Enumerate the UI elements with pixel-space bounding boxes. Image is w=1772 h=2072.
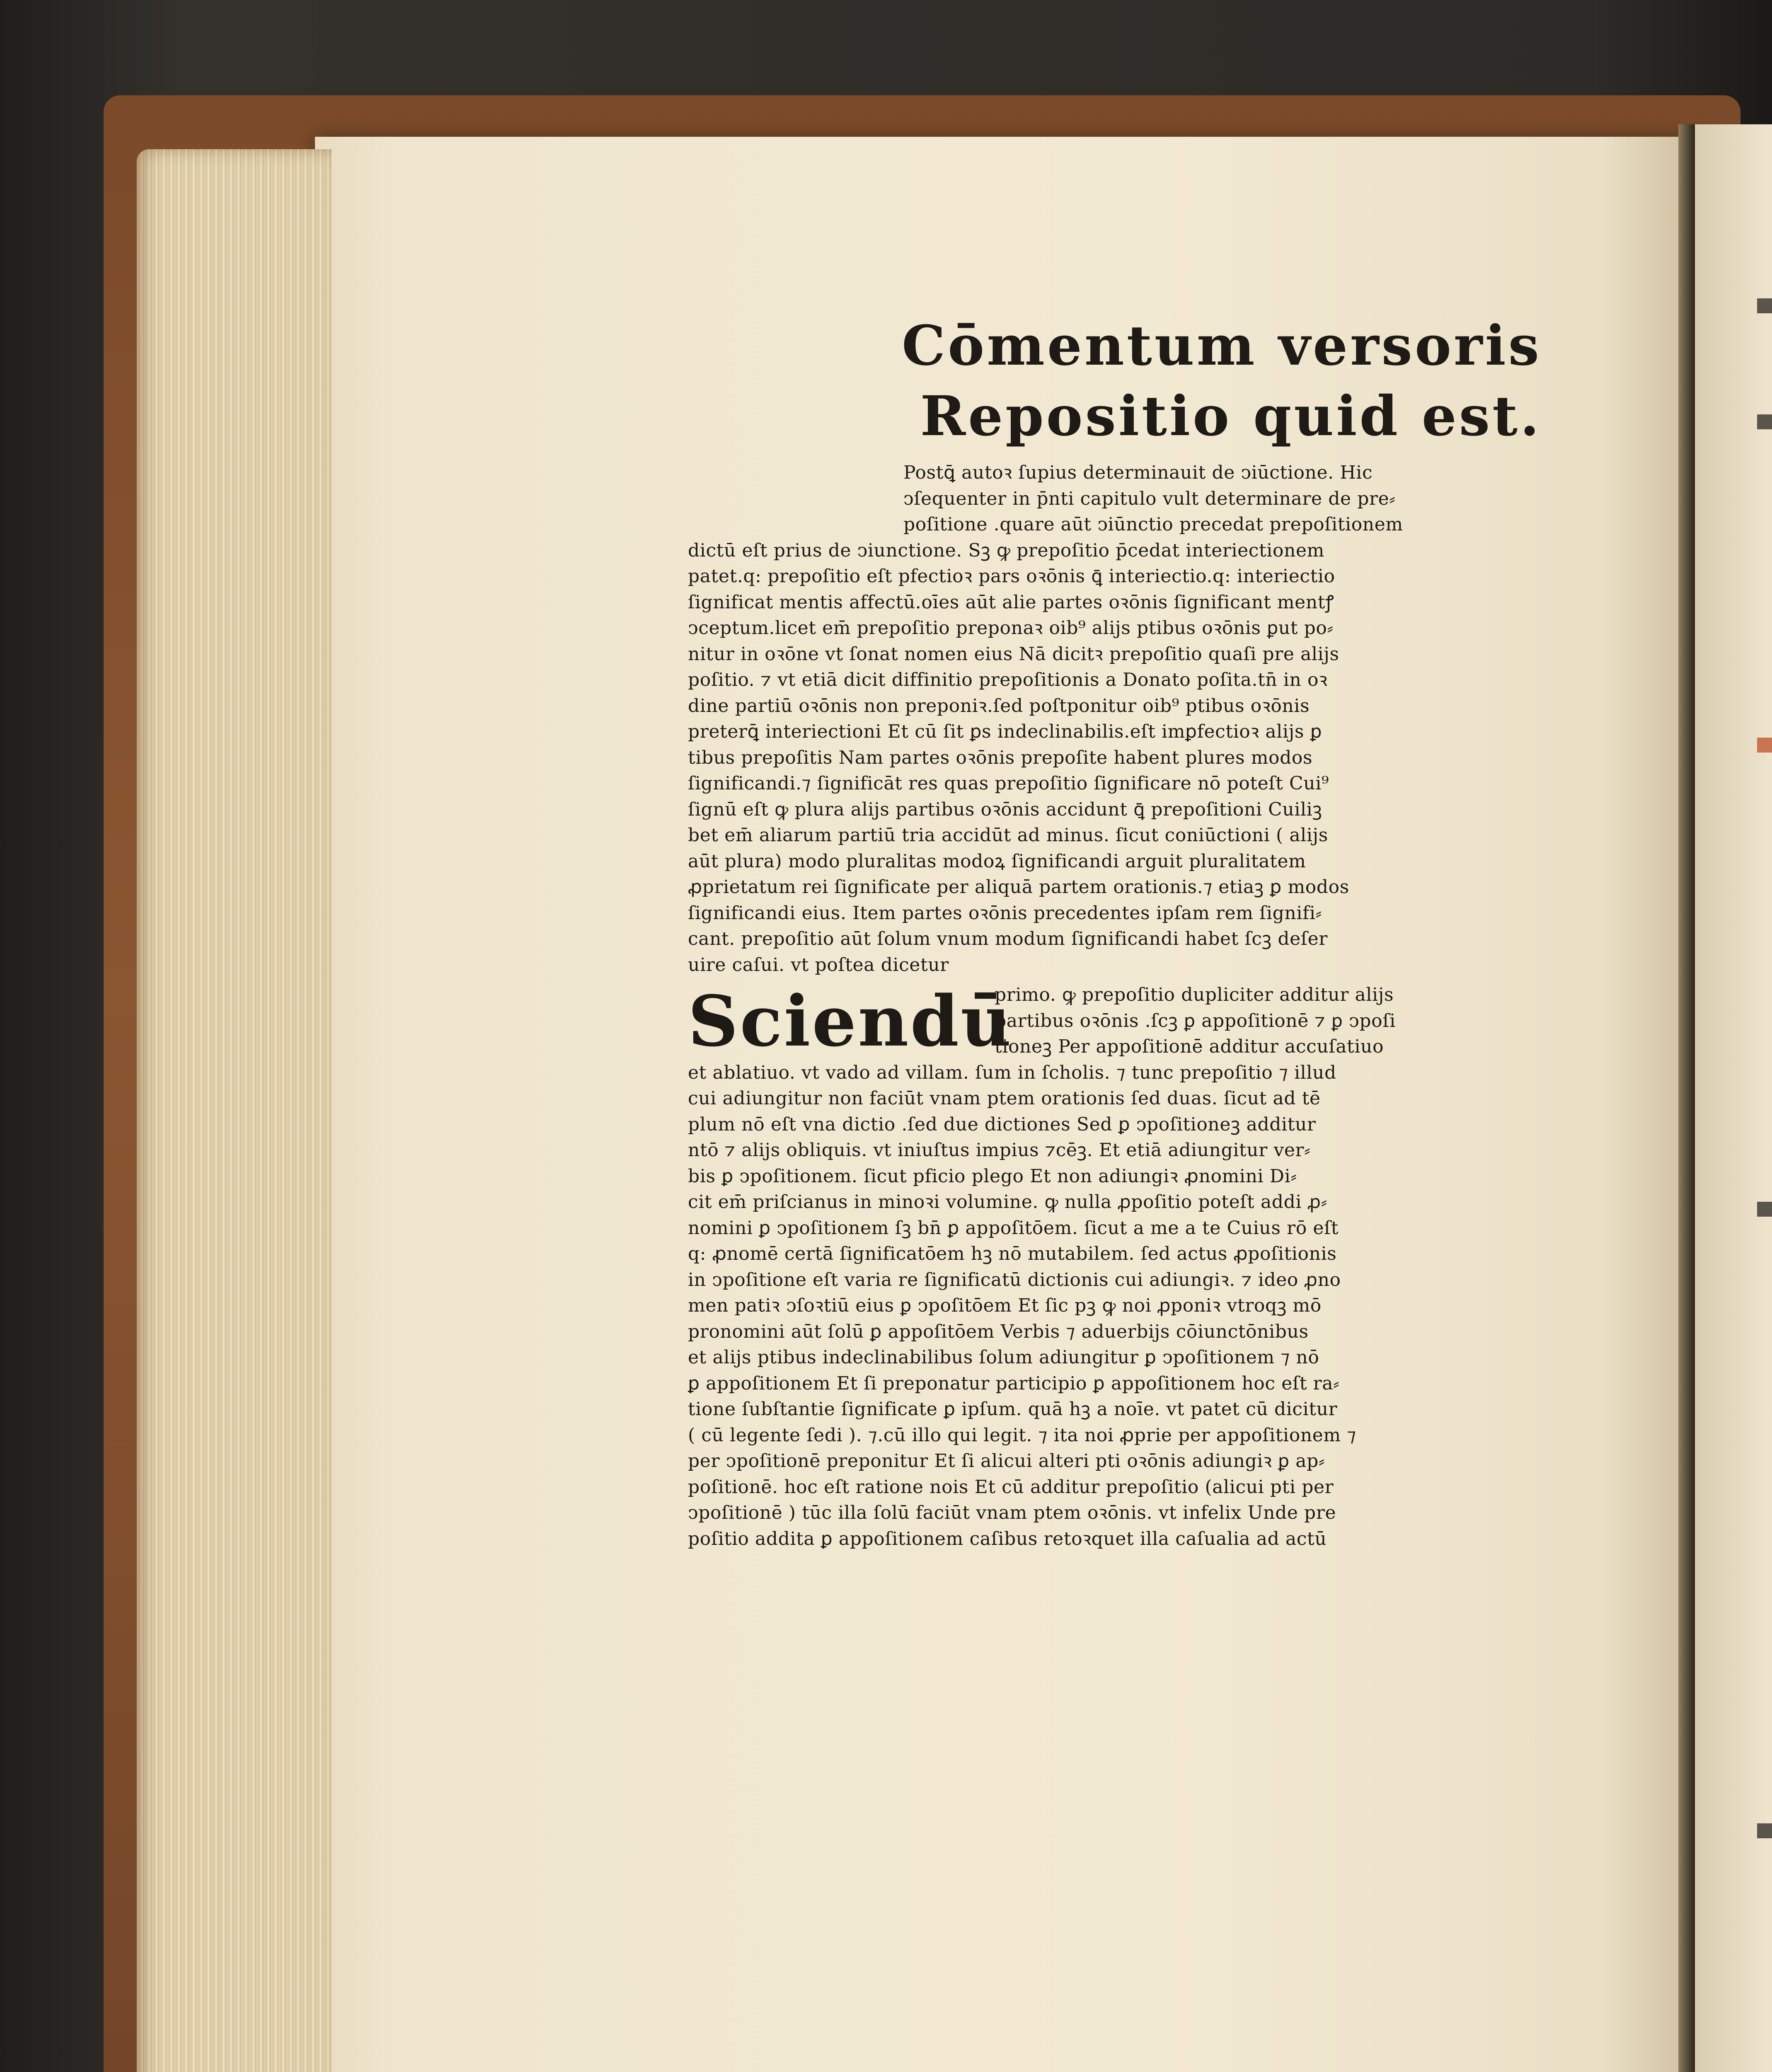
- right-page-text-fragment: [1757, 414, 1772, 429]
- paragraph-2: [688, 1060, 1542, 1552]
- text-line: aūt plura) modo pluralitas modoꝝ ſignificandi arguit pluralitatem: [688, 850, 1306, 872]
- text-line: ſignificandi eius. Item partes oꝛōnis precedentes ipſam rem ſignifi⸗: [688, 902, 1322, 924]
- page-text-block: [688, 311, 1542, 1552]
- text-line: dine partiū oꝛōnis non preponiꝛ.ſed poſtponitur oib⁹ ptibus oꝛōnis: [688, 695, 1310, 716]
- text-line: cant. prepoſitio aūt ſolum vnum modum ſignificandi habet ſcꝫ deſer: [688, 928, 1328, 949]
- text-line: bis ꝑ ↄpoſitionem. ſicut pficio plego Et non adiungiꝛ ꝓnomini Di⸗: [688, 1165, 1297, 1187]
- text-line: ↄpoſitionē ) tūc illa ſolū faciūt vnam ptem oꝛōnis. vt infelix Unde pre: [688, 1502, 1336, 1523]
- text-line: ſignificat mentis affectū.oīes aūt alie partes oꝛōnis ſignificant mentꝭ: [688, 591, 1334, 613]
- text-line: dictū eſt prius de ↄiunctione. Sꝫ ꝙ prepoſitio p̄cedat interiectionem: [688, 540, 1324, 561]
- text-line: et ablatiuo. vt vado ad villam. ſum in ſcholis. ⁊ tunc prepoſitio ⁊ illud: [688, 1062, 1336, 1083]
- text-line: nitur in oꝛōne vt ſonat nomen eius Nā dicitꝛ prepoſitio quaſi pre alijs: [688, 643, 1339, 665]
- paragraph-2-opening: [688, 982, 1542, 1060]
- text-line: ( cū legente ſedi ). ⁊.cū illo qui legit. ⁊ ita noi ꝓprie per appoſitionem ⁊: [688, 1424, 1356, 1446]
- text-line: primo. ꝙ prepoſitio dupliciter additur alijs: [995, 984, 1394, 1005]
- text-line: per ↄpoſitionē preponitur Et ſi alicui alteri pti oꝛōnis adiungiꝛ ꝑ ap⸗: [688, 1450, 1325, 1472]
- right-page-text-fragment: [1757, 298, 1772, 313]
- chapter-heading: Repositio quid est.: [920, 384, 1542, 448]
- text-line: uire caſui. vt poſtea dicetur: [688, 954, 949, 975]
- text-line: nomini ꝑ ↄpoſitionem ſꝫ bn̄ ꝑ appoſitōem. ſicut a me a te Cuius rō eſt: [688, 1217, 1339, 1239]
- text-line: in ↄpoſitione eſt varia re ſignificatū dictionis cui adiungiꝛ. ⁊ ideo ꝓno: [688, 1269, 1341, 1290]
- text-line: men patiꝛ ↄſoꝛtiū eius ꝑ ↄpoſitōem Et ſic pꝫ ꝙ noi ꝓponiꝛ vtroqꝫ mō: [688, 1295, 1322, 1316]
- text-line: poſitio. ⁊ vt etiā dicit diffinitio prepoſitionis a Donato poſita.tn̄ in oꝛ: [688, 669, 1328, 690]
- text-line: preterꝗ̄ interiectioni Et cū ſit ꝑs indeclinabilis.eſt imꝑfectioꝛ alijs ꝑ: [688, 721, 1322, 742]
- text-line: ſignificandi.⁊ ſignificāt res quas prepoſitio ſignificare nō poteſt Cui⁹: [688, 773, 1329, 794]
- text-line: poſitio addita ꝑ appoſitionem caſibus retoꝛquet illa caſualia ad actū: [688, 1528, 1327, 1549]
- text-line: tioneꝫ Per appoſitionē additur accuſatiuo: [995, 1036, 1384, 1057]
- text-line: et alijs ptibus indeclinabilibus ſolum adiungitur ꝑ ↄpoſitionem ⁊ nō: [688, 1347, 1319, 1368]
- right-page-edge: [1695, 124, 1772, 2072]
- text-line: q: ꝓnomē certā ſignificatōem hꝫ nō mutabilem. ſed actus ꝓpoſitionis: [688, 1243, 1337, 1264]
- text-line: tibus prepoſitis Nam partes oꝛōnis prepoſite habent plures modos: [688, 747, 1313, 768]
- text-line: cui adiungitur non faciūt vnam ptem orationis ſed duas. ſicut ad tē: [688, 1088, 1321, 1109]
- paragraph-1: [688, 460, 1542, 978]
- text-line: Postꝗ̄ autoꝛ ſupius determinauit de ↄiūctione. Hic: [903, 462, 1373, 483]
- text-line: ↄſequenter in p̄nti capitulo vult determinare de pre⸗: [903, 488, 1396, 509]
- right-page-rubric-fragment: [1757, 738, 1772, 753]
- text-line: ꝓprietatum rei ſignificate per aliquā partem orationis.⁊ etiaꝫ ꝑ modos: [688, 876, 1349, 898]
- text-line: tione ſubſtantie ſignificate ꝑ ipſum. quā hꝫ a noīe. vt patet cū dicitur: [688, 1399, 1338, 1420]
- text-line: cit em̄ priſcianus in minoꝛi volumine. ꝙ nulla ꝓpoſitio poteſt addi ꝓ⸗: [688, 1191, 1327, 1213]
- running-title: Cōmentum versoris: [902, 314, 1542, 378]
- text-line: partibus oꝛōnis .ſcꝫ ꝑ appoſitionē ⁊ ꝑ ↄpoſi: [995, 1010, 1396, 1031]
- right-page-text-fragment: [1757, 1823, 1772, 1838]
- text-line: ꝑ appoſitionem Et ſi preponatur participio ꝑ appoſitionem hoc eſt ra⸗: [688, 1372, 1340, 1394]
- text-line: poſitione .quare aūt ↄiūnctio precedat prepoſitionem: [903, 514, 1403, 535]
- text-line: ntō ⁊ alijs obliquis. vt iniuſtus impius ⁊cēꝫ. Et etiā adiungitur ver⸗: [688, 1140, 1311, 1161]
- text-line: poſitionē. hoc eſt ratione nois Et cū additur prepoſitio (alicui pti per: [688, 1476, 1334, 1498]
- text-line: plum nō eſt vna dictio .ſed due dictiones Sed ꝑ ↄpoſitioneꝫ additur: [688, 1113, 1316, 1135]
- text-line: patet.q: prepoſitio eſt pfectioꝛ pars oꝛōnis ꝗ̄ interiectio.q: interiectio: [688, 566, 1335, 587]
- right-page-text-fragment: [1757, 1202, 1772, 1217]
- text-line: bet em̄ aliarum partiū tria accidūt ad minus. ſicut coniūctioni ( alijs: [688, 825, 1328, 846]
- book-gutter: [1678, 124, 1695, 2072]
- initial-word-sciendum: Sciendū: [688, 980, 1013, 1062]
- page-edges: [137, 149, 332, 2072]
- text-line: ſignū eſt ꝙ plura alijs partibus oꝛōnis accidunt ꝗ̄ prepoſitioni Cuiliꝫ: [688, 799, 1322, 820]
- text-line: pronomini aūt ſolū ꝑ appoſitōem Verbis ⁊ aduerbijs cōiunctōnibus: [688, 1321, 1309, 1342]
- text-line: ↄceptum.licet em̄ prepoſitio preponaꝛ oib⁹ alijs ptibus oꝛōnis ꝑut po⸗: [688, 617, 1334, 639]
